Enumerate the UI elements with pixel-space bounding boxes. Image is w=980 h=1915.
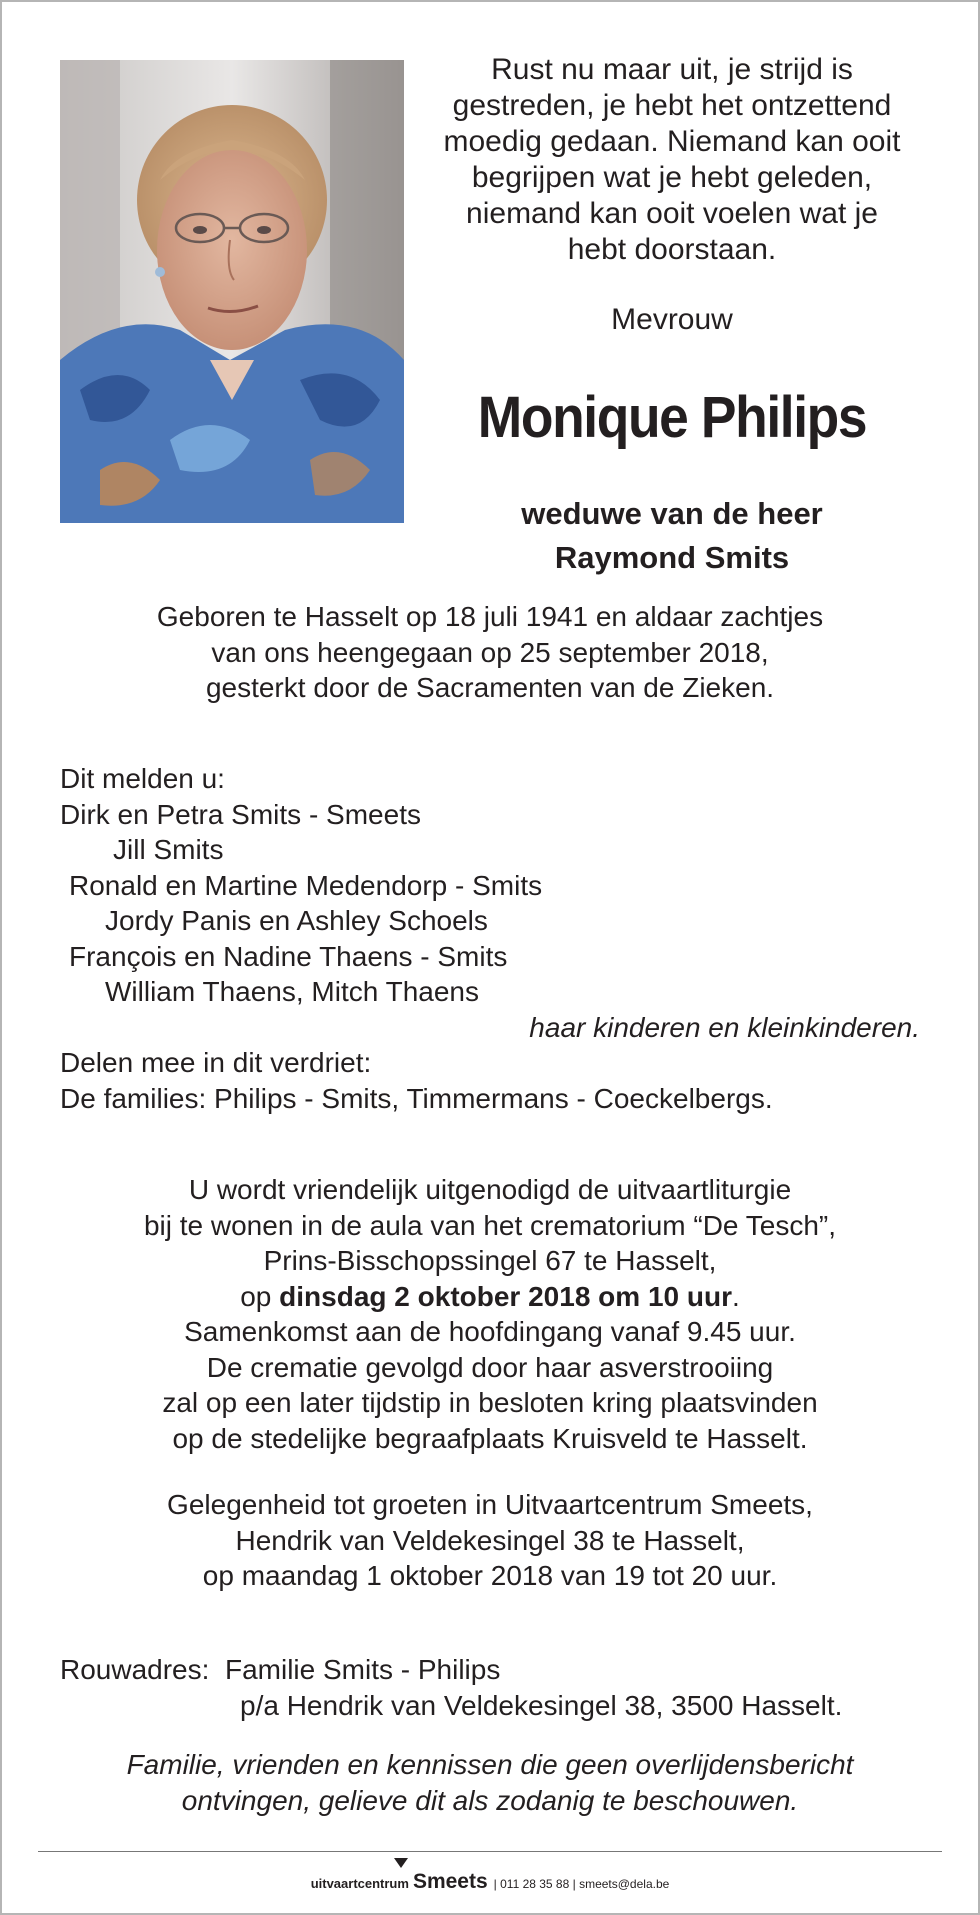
poem-line: Rust nu maar uit, je strijd is xyxy=(491,53,853,86)
widow-of xyxy=(417,492,927,580)
invite-line: De crematie gevolgd door haar asverstrooiing xyxy=(206,1351,774,1383)
invite-line: zal op een later tijdstip in besloten kring plaatsvinden xyxy=(162,1387,818,1418)
address-label: Rouwadres: xyxy=(60,1654,210,1685)
invite-line: bij te wonen in de aula van het crematorium “De Tesch”, xyxy=(143,1209,837,1241)
invite-line: Samenkomst aan de hoofdingang vanaf 9.45 uur. xyxy=(184,1316,796,1347)
invite-line: U wordt vriendelijk uitgenodigd de uitvaartliturgie xyxy=(188,1174,792,1205)
family-member: Jordy Panis en Ashley Schoels xyxy=(105,905,488,936)
birth-line: van ons heengegaan op 25 september 2018, xyxy=(211,636,769,668)
family-member: Ronald en Martine Medendorp - Smits xyxy=(69,869,543,901)
notice xyxy=(42,1747,938,1818)
poem-line: gestreden, je hebt het ontzettend xyxy=(452,89,892,122)
birth-line: Geboren te Hasselt op 18 juli 1941 en aldaar zachtjes xyxy=(156,601,824,632)
visitation-line: op maandag 1 oktober 2018 van 19 tot 20 uur. xyxy=(202,1560,778,1591)
footer-contact: | 011 28 35 88 | smeets@dela.be xyxy=(493,1877,670,1891)
family-relation: haar kinderen en kleinkinderen. xyxy=(529,1011,920,1043)
invite-line: op de stedelijke begraafplaats Kruisveld te Hasselt. xyxy=(172,1422,808,1454)
visitation-info xyxy=(42,1487,938,1594)
visitation-line: Hendrik van Veldekesingel 38 te Hasselt, xyxy=(235,1524,745,1556)
address-line-1 xyxy=(60,1652,920,1688)
portrait-photo xyxy=(60,60,404,523)
birth-death-info xyxy=(42,599,938,706)
family-member: Jill Smits xyxy=(113,834,224,865)
birth-line: gesterkt door de Sacramenten van de Zieken. xyxy=(205,672,775,703)
invite-line: Prins-Bisschopssingel 67 te Hasselt, xyxy=(263,1245,717,1276)
poem-line: niemand kan ooit voelen wat je xyxy=(466,197,878,230)
deceased-name: Monique Philips xyxy=(477,385,867,450)
families-list: De families: Philips - Smits, Timmermans - Coeckelbergs. xyxy=(60,1082,773,1114)
family-announcement xyxy=(60,761,920,1116)
portrait-image xyxy=(60,60,404,523)
widow-line: Raymond Smits xyxy=(554,540,790,575)
visitation-line: Gelegenheid tot groeten in Uitvaartcentrum Smeets, xyxy=(167,1489,813,1520)
family-intro: Dit melden u: xyxy=(60,763,225,794)
date-prefix: op xyxy=(240,1280,280,1312)
triangle-down-icon xyxy=(394,1858,408,1868)
poem-line: hebt doorstaan. xyxy=(567,233,777,266)
poem-line: begrijpen wat je hebt geleden, xyxy=(471,161,873,194)
address-family: Familie Smits - Philips xyxy=(224,1654,501,1685)
footer xyxy=(2,1868,978,1898)
address-line-2: p/a Hendrik van Veldekesingel 38, 3500 Hasselt. xyxy=(240,1689,843,1721)
family-member: François en Nadine Thaens - Smits xyxy=(69,940,508,972)
salutation: Mevrouw xyxy=(611,303,733,336)
funeral-date: dinsdag 2 oktober 2018 om 10 uur xyxy=(279,1280,732,1312)
brand-name: Smeets xyxy=(412,1870,488,1893)
date-suffix: . xyxy=(731,1280,740,1312)
invite-date-line xyxy=(42,1279,938,1315)
funeral-invitation xyxy=(42,1172,938,1456)
mourning-address xyxy=(60,1652,920,1723)
poem xyxy=(417,52,927,268)
share-intro: Delen mee in dit verdriet: xyxy=(60,1047,372,1078)
notice-line: ontvingen, gelieve dit als zodanig te beschouwen. xyxy=(181,1784,799,1816)
widow-line: weduwe van de heer xyxy=(521,496,823,531)
family-member: Dirk en Petra Smits - Smeets xyxy=(60,798,421,830)
footer-divider xyxy=(38,1851,942,1852)
brand-prefix: uitvaartcentrum xyxy=(310,1876,409,1891)
poem-line: moedig gedaan. Niemand kan ooit xyxy=(443,125,901,158)
notice-line: Familie, vrienden en kennissen die geen overlijdensbericht xyxy=(126,1749,854,1780)
family-member: William Thaens, Mitch Thaens xyxy=(105,976,479,1007)
